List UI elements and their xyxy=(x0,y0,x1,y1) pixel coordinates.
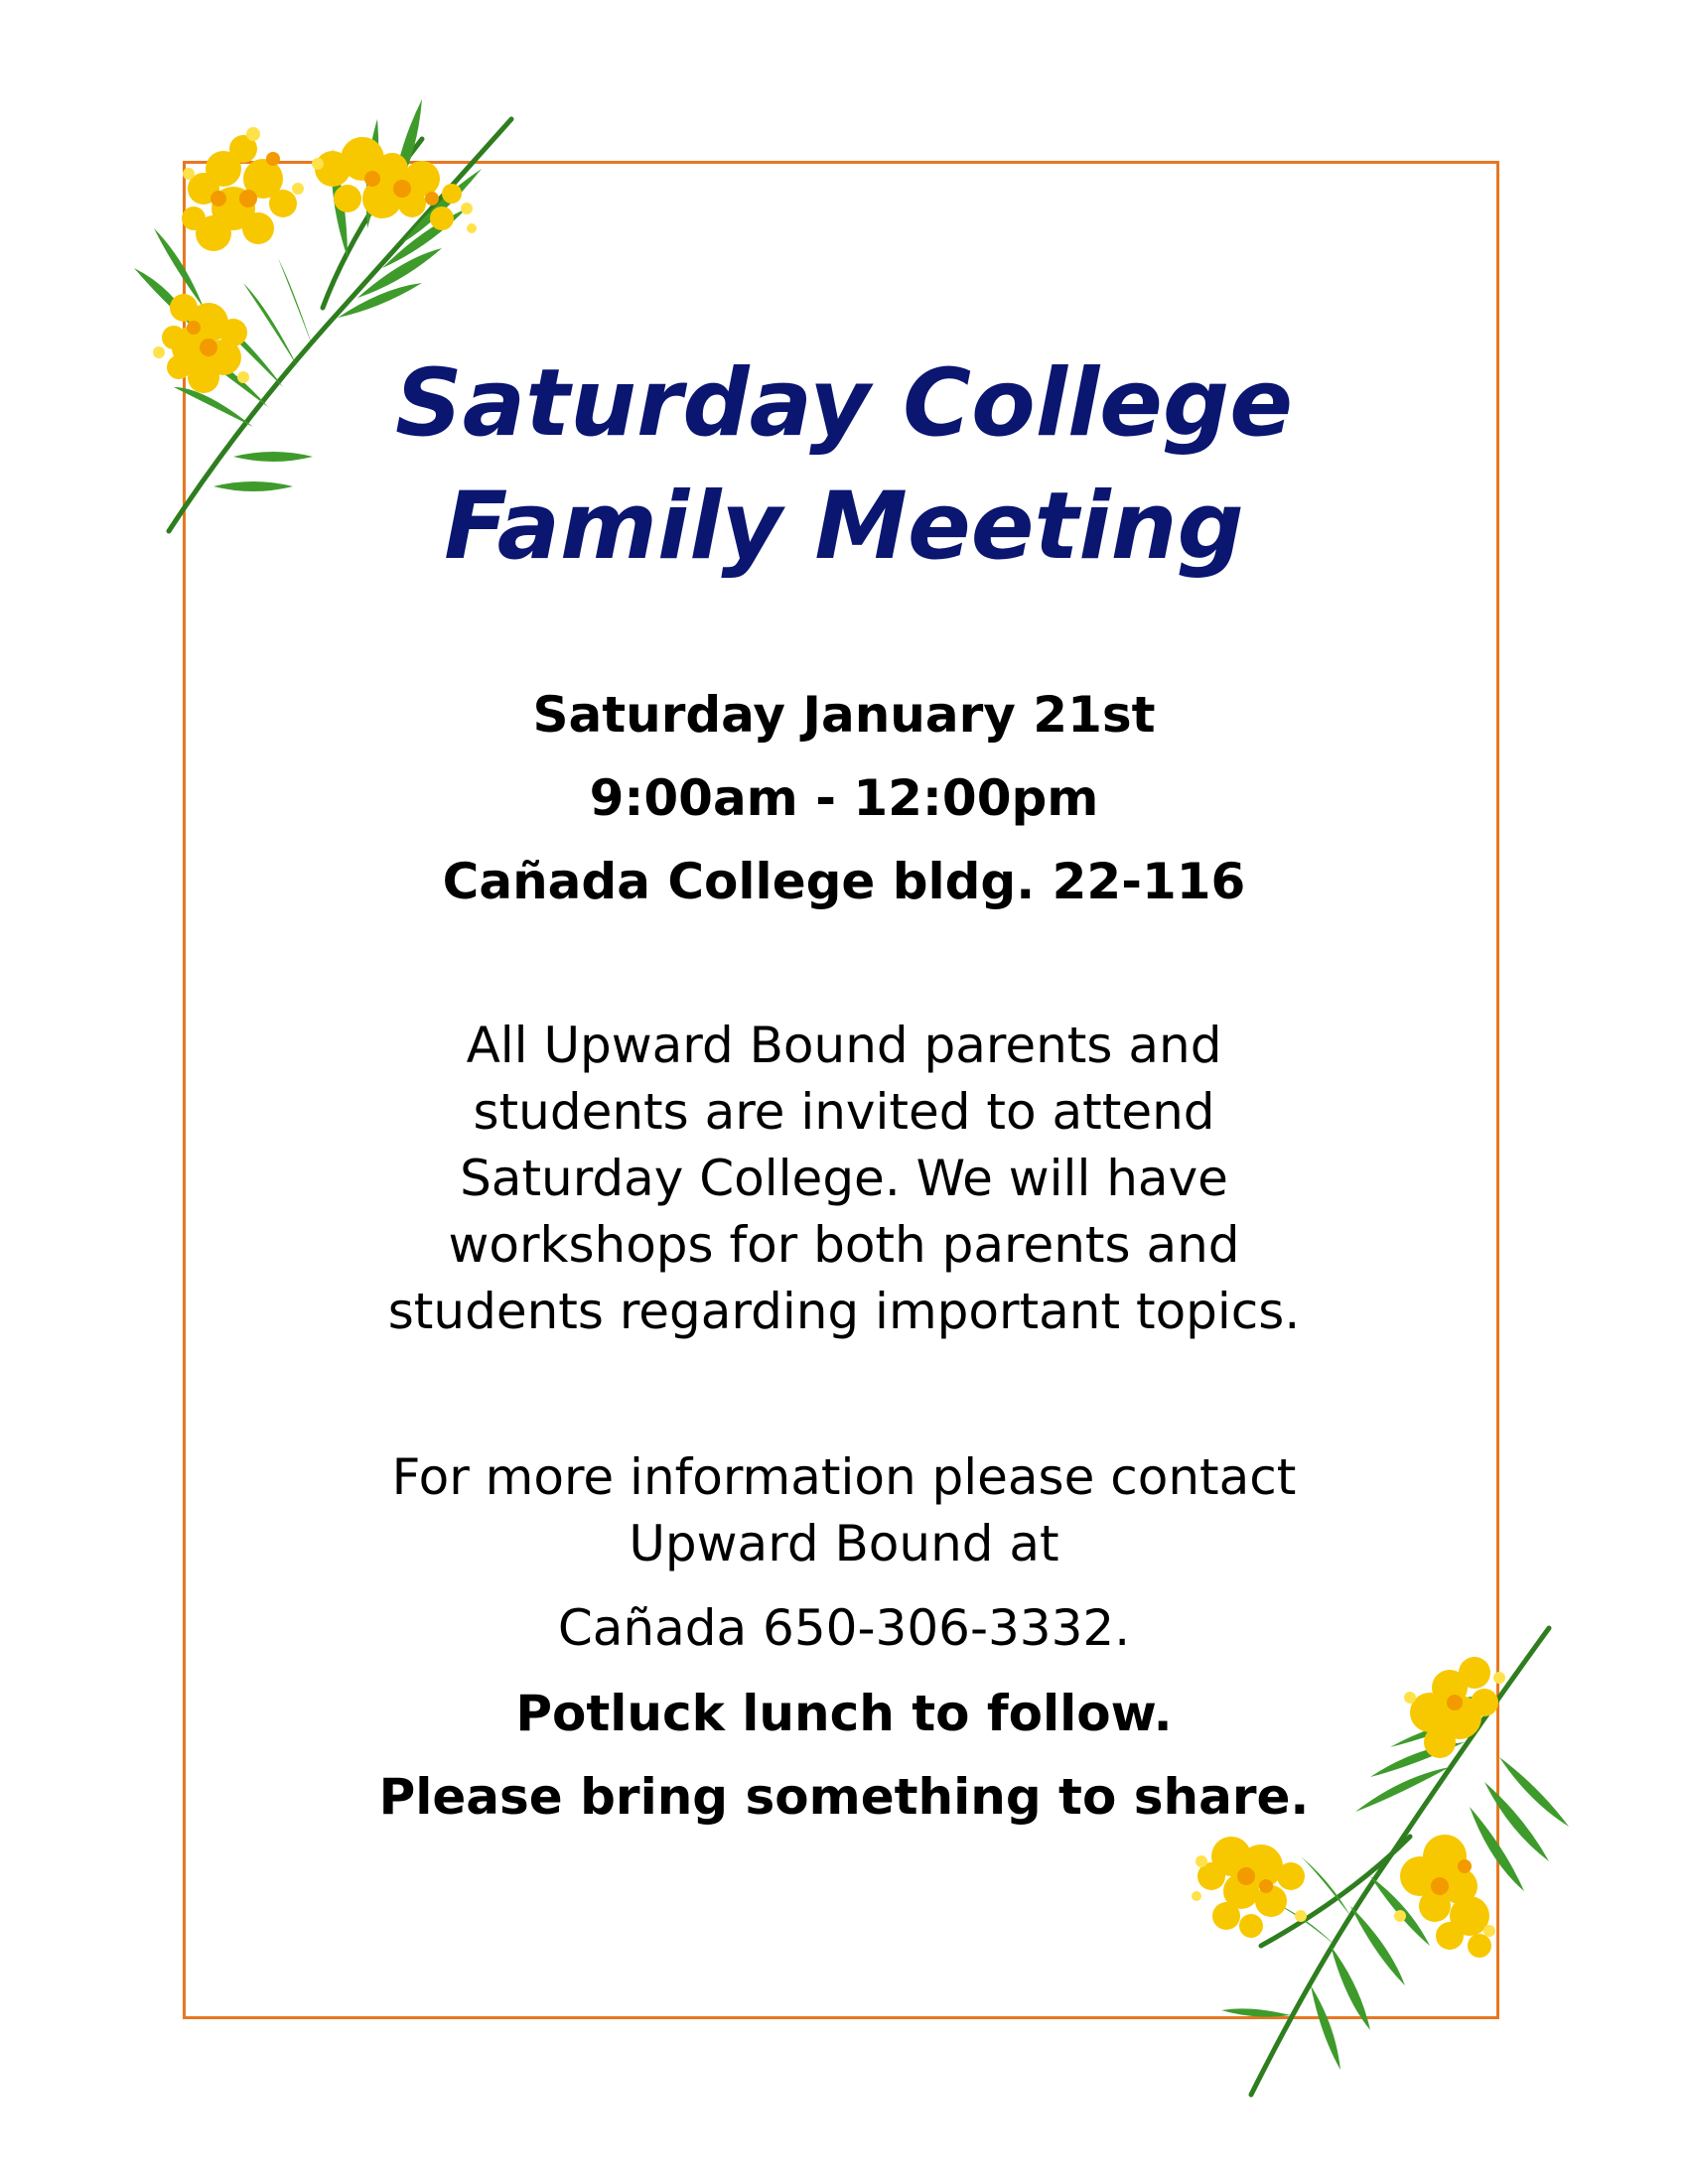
invitation-paragraph xyxy=(0,1013,1688,1345)
closing-line-1: Potluck lunch to follow. xyxy=(515,1685,1173,1742)
title-line-1: Saturday College xyxy=(395,349,1293,458)
body-line: students are invited to attend xyxy=(473,1083,1215,1141)
body-line: Saturday College. We will have xyxy=(460,1150,1228,1207)
event-location: Cañada College bldg. 22-116 xyxy=(442,853,1246,910)
closing-line-2: Please bring something to share. xyxy=(378,1768,1310,1826)
contact-line-2: Upward Bound at xyxy=(629,1515,1059,1572)
body-line: workshops for both parents and xyxy=(448,1216,1240,1274)
contact-phone: Cañada 650-306-3332. xyxy=(557,1599,1131,1657)
event-time: 9:00am - 12:00pm xyxy=(589,769,1099,827)
closing-note xyxy=(0,1672,1688,1839)
event-date: Saturday January 21st xyxy=(532,686,1156,744)
title-line-2: Family Meeting xyxy=(444,473,1244,581)
event-details xyxy=(0,673,1688,923)
contact-line-1: For more information please contact xyxy=(391,1448,1297,1506)
page-title xyxy=(0,342,1688,589)
contact-info xyxy=(0,1444,1688,1662)
body-line: students regarding important topics. xyxy=(387,1283,1301,1340)
body-line: All Upward Bound parents and xyxy=(466,1017,1222,1074)
